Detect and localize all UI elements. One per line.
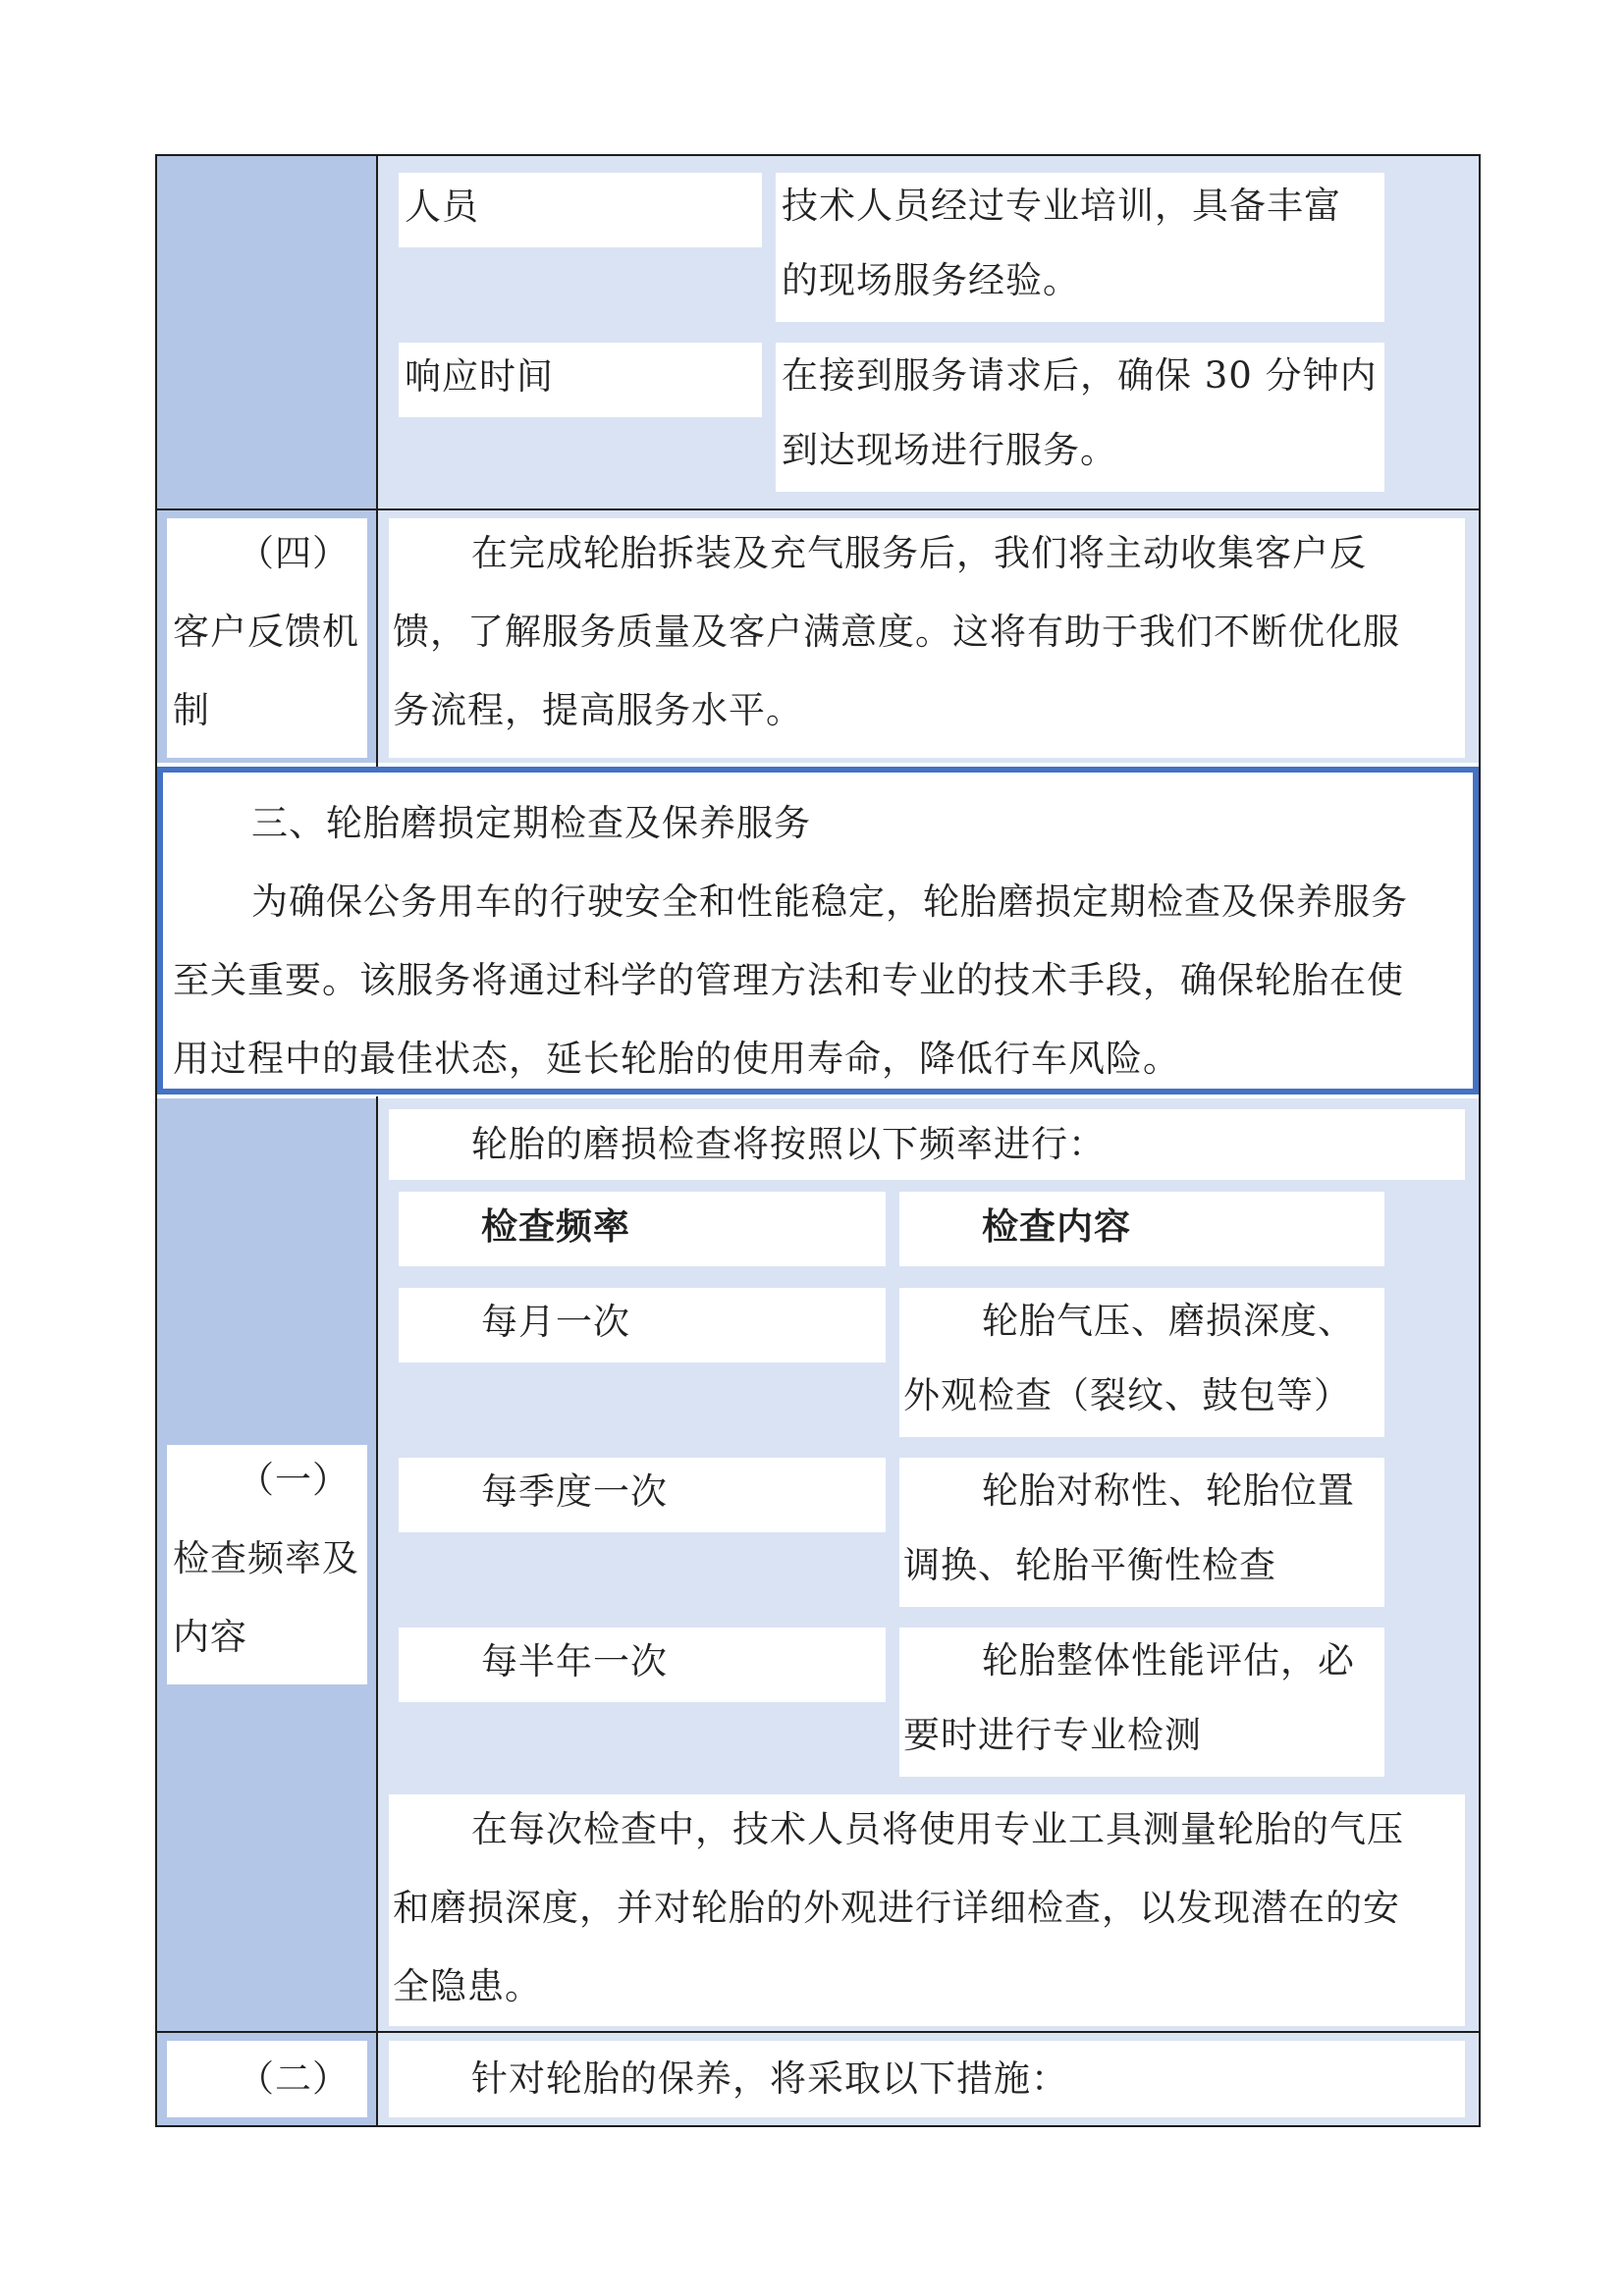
freq-text: 每半年一次 [481, 1640, 668, 1682]
table-outer-border [155, 154, 1481, 2127]
inspection-title-line: 内容 [173, 1616, 247, 1658]
section-three-heading: 三、轮胎磨损定期检查及保养服务 [251, 802, 811, 844]
freq-text: 每月一次 [481, 1301, 630, 1343]
content-line: 轮胎整体性能评估，必 [982, 1639, 1355, 1682]
inspection-summary-line: 和磨损深度，并对轮胎的外观进行详细检查，以发现潜在的安 [393, 1887, 1400, 1929]
table-column-divider [376, 1096, 378, 2125]
staff-desc-line: 的现场服务经验。 [782, 259, 1080, 301]
header-content: 检查内容 [982, 1204, 1131, 1248]
content-line: 轮胎气压、磨损深度、 [982, 1300, 1355, 1342]
table-row-divider [157, 508, 1479, 510]
inspection-number: （一） [238, 1459, 350, 1501]
header-freq: 检查频率 [481, 1204, 630, 1248]
response-label: 响应时间 [405, 355, 554, 398]
content-line: 轮胎对称性、轮胎位置 [982, 1469, 1355, 1512]
inspection-intro: 轮胎的磨损检查将按照以下频率进行： [471, 1123, 1106, 1165]
inspection-summary-line: 在每次检查中，技术人员将使用专业工具测量轮胎的气压 [471, 1808, 1404, 1850]
feedback-title-line: 客户反馈机 [173, 611, 359, 653]
staff-desc-line: 技术人员经过专业培训，具备丰富 [782, 185, 1341, 227]
table-row-divider [157, 2031, 1479, 2033]
section-three-line: 至关重要。该服务将通过科学的管理方法和专业的技术手段，确保轮胎在使 [173, 959, 1404, 1001]
feedback-number: （四） [238, 532, 350, 574]
response-desc-line: 在接到服务请求后，确保 30 分钟内 [782, 354, 1378, 397]
inspection-title-line: 检查频率及 [173, 1537, 359, 1579]
response-desc-line: 到达现场进行服务。 [782, 429, 1117, 471]
freq-text: 每季度一次 [481, 1470, 668, 1513]
content-line: 调换、轮胎平衡性检查 [903, 1544, 1276, 1586]
maintenance-intro: 针对轮胎的保养，将采取以下措施： [471, 2057, 1068, 2100]
section-three-line: 为确保公务用车的行驶安全和性能稳定，轮胎磨损定期检查及保养服务 [251, 881, 1408, 923]
table-column-divider [376, 155, 378, 767]
feedback-body-line: 务流程，提高服务水平。 [393, 689, 803, 731]
feedback-body-line: 在完成轮胎拆装及充气服务后，我们将主动收集客户反 [471, 532, 1367, 574]
feedback-body-line: 馈，了解服务质量及客户满意度。这将有助于我们不断优化服 [393, 611, 1400, 653]
maintenance-number: （二） [238, 2057, 350, 2100]
inspection-summary-line: 全隐患。 [393, 1965, 542, 2007]
staff-label: 人员 [405, 186, 479, 228]
content-line: 外观检查（裂纹、鼓包等） [903, 1374, 1351, 1416]
content-line: 要时进行专业检测 [903, 1714, 1202, 1756]
feedback-title-line: 制 [173, 689, 210, 731]
section-three-line: 用过程中的最佳状态，延长轮胎的使用寿命，降低行车风险。 [173, 1038, 1180, 1080]
